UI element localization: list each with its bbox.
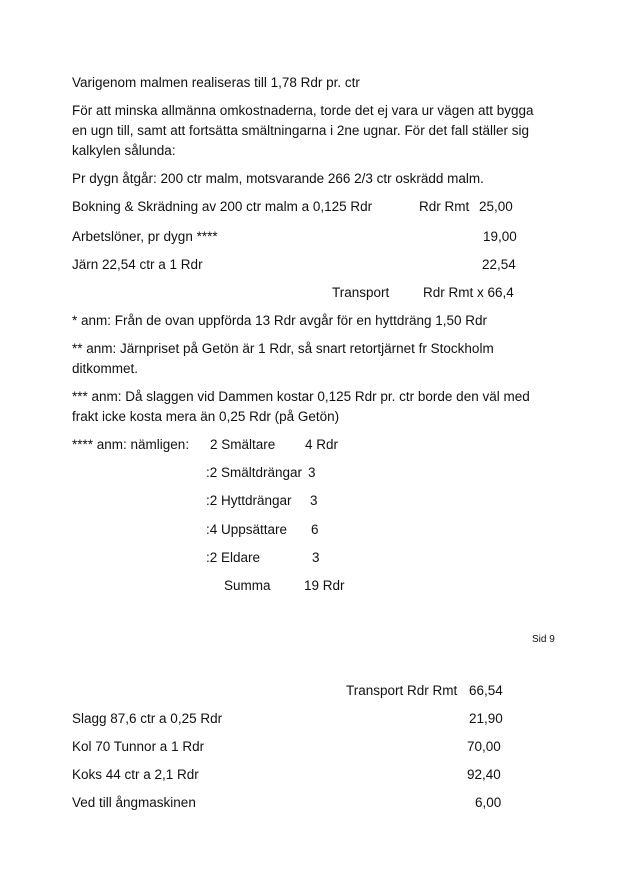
calc-label: Arbetslöner, pr dygn **** <box>72 229 218 244</box>
wages-sum-label: Summa <box>224 578 271 593</box>
paragraph-calculation: För att minska allmänna omkostnaderna, torde det ej vara ur vägen att bygga en ugn till, samt att fortsätta smältningarna i 2ne ugnar. För det fall ställer sig kalkylen sålunda: <box>72 103 534 158</box>
wage-label: :4 Uppsättare <box>206 522 288 537</box>
note-2: ** anm: Järnpriset på Getön är 1 Rdr, så snart retortjärnet fr Stockholm ditkommet. <box>72 341 494 376</box>
transport-value: 66,54 <box>469 683 503 698</box>
calc-value: 21,90 <box>469 711 503 726</box>
calc-label: Ved till ångmaskinen <box>72 795 196 810</box>
wage-value: 6 <box>311 522 319 537</box>
calc-label: Koks 44 ctr a 2,1 Rdr <box>72 767 199 782</box>
wage-value: 3 <box>312 550 320 565</box>
wage-label: :2 Smältdrängar <box>206 465 303 480</box>
page-number: Sid 9 <box>532 634 555 645</box>
calc-label: Slagg 87,6 ctr a 0,25 Rdr <box>72 711 223 726</box>
wage-label: :2 Hyttdrängar <box>206 493 292 508</box>
per-day-line: Pr dygn åtgår: 200 ctr malm, motsvarande 266 2/3 ctr oskrädd malm. <box>72 171 484 186</box>
calc-value: 25,00 <box>479 199 513 214</box>
calc-label: Järn 22,54 ctr a 1 Rdr <box>72 257 203 272</box>
note-3: *** anm: Då slaggen vid Dammen kostar 0,125 Rdr pr. ctr borde den väl med frakt icke kosta mera än 0,25 Rdr (på Getön) <box>72 389 530 424</box>
calc-value: 19,00 <box>483 229 517 244</box>
intro-line: Varigenom malmen realiseras till 1,78 Rdr pr. ctr <box>72 75 360 90</box>
note-1: * anm: Från de ovan uppförda 13 Rdr avgår för en hyttdräng 1,50 Rdr <box>72 313 487 328</box>
wage-value: 3 <box>308 465 316 480</box>
calc-value: 22,54 <box>482 257 516 272</box>
note-4-prefix: **** anm: nämligen: <box>72 437 190 452</box>
wages-sum-value: 19 Rdr <box>304 578 345 593</box>
wage-value: 3 <box>310 493 318 508</box>
calc-label: Bokning & Skrädning av 200 ctr malm a 0,125 Rdr <box>72 199 373 214</box>
wage-value: 4 Rdr <box>305 437 339 452</box>
calc-value: 6,00 <box>475 795 502 810</box>
transport-value: Rdr Rmt x 66,4 <box>423 285 514 300</box>
wage-label: 2 Smältare <box>210 437 276 452</box>
calc-label: Kol 70 Tunnor a 1 Rdr <box>72 739 205 754</box>
calc-currency: Rdr Rmt <box>419 199 470 214</box>
calc-value: 92,40 <box>467 767 501 782</box>
transport-label: Transport <box>332 285 390 300</box>
wage-label: :2 Eldare <box>206 550 261 565</box>
transport-label: Transport Rdr Rmt <box>346 683 458 698</box>
calc-value: 70,00 <box>467 739 501 754</box>
